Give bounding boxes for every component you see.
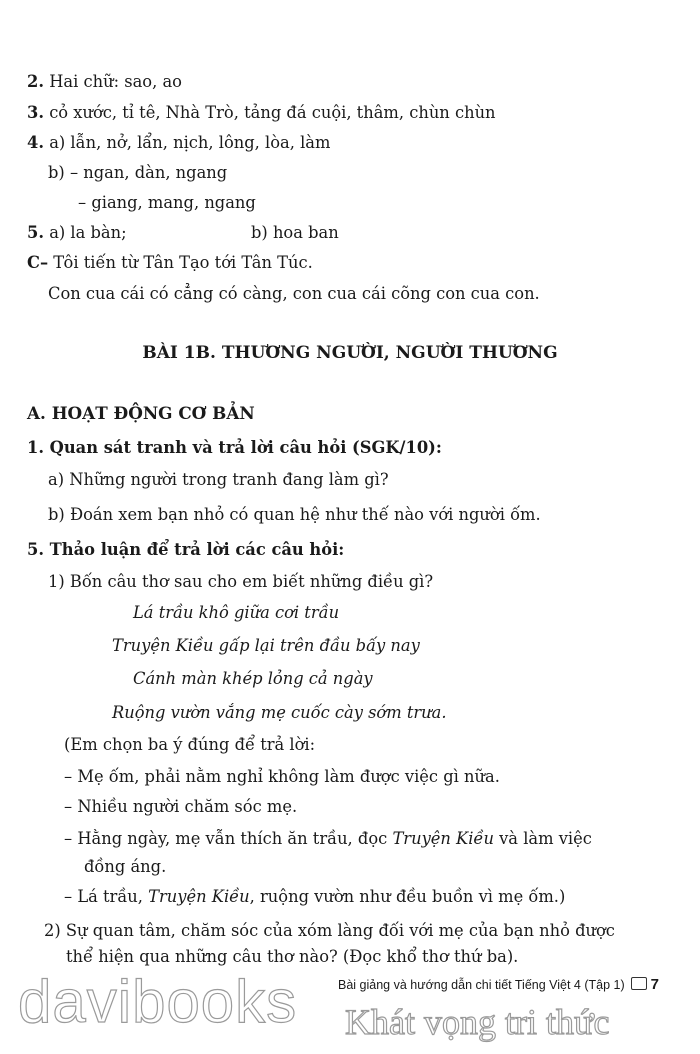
question-5-part2-cont: thể hiện qua những câu thơ nào? (Đọc khổ thơ thứ ba). bbox=[66, 947, 519, 966]
answer-5 bbox=[27, 223, 127, 243]
question-5-title: 5. Thảo luận để trả lời các câu hỏi: bbox=[27, 540, 345, 559]
question-1b: b) Đoán xem bạn nhỏ có quan hệ như thế nào với người ốm. bbox=[48, 505, 541, 524]
option-text: và làm việc bbox=[493, 829, 592, 848]
option-4 bbox=[64, 887, 565, 907]
answer-4a bbox=[27, 133, 330, 153]
page-footer bbox=[338, 976, 659, 994]
footer-text: Bài giảng và hướng dẫn chi tiết Tiếng Việt 4 (Tập 1) bbox=[338, 978, 625, 992]
answer-text: a) la bàn; bbox=[49, 223, 127, 242]
item-number: 5. bbox=[27, 223, 44, 242]
watermark-slogan: Khát vọng tri thức bbox=[345, 1002, 610, 1042]
option-3 bbox=[64, 829, 592, 849]
option-text: – Lá trầu, bbox=[64, 887, 149, 906]
poem-line: Ruộng vườn vắng mẹ cuốc cày sớm trưa. bbox=[112, 703, 447, 722]
answer-4b2: – giang, mang, ngang bbox=[78, 193, 256, 212]
option-2: – Nhiều người chăm sóc mẹ. bbox=[64, 797, 298, 816]
answer-2 bbox=[27, 72, 182, 92]
page-number: 7 bbox=[650, 976, 659, 993]
question-1a: a) Những người trong tranh đang làm gì? bbox=[48, 470, 389, 489]
answer-5b: b) hoa ban bbox=[251, 223, 339, 242]
answer-3 bbox=[27, 103, 496, 123]
question-5-part2: 2) Sự quan tâm, chăm sóc của xóm làng đối với mẹ của bạn nhỏ được bbox=[44, 921, 615, 940]
poem-line: Cánh màn khép lỏng cả ngày bbox=[133, 669, 373, 688]
option-text: , ruộng vườn như đều buồn vì mẹ ốm.) bbox=[249, 887, 566, 906]
lesson-title: BÀI 1B. THƯƠNG NGƯỜI, NGƯỜI THƯƠNG bbox=[142, 343, 558, 363]
question-5-part1: 1) Bốn câu thơ sau cho em biết những điều gì? bbox=[48, 572, 434, 591]
answer-text: Hai chữ: sao, ao bbox=[49, 72, 182, 91]
answer-c2: Con cua cái có cẳng có càng, con cua cái cõng con cua con. bbox=[48, 284, 540, 303]
answer-4b1: b) – ngan, dàn, ngang bbox=[48, 163, 228, 182]
book-title: Truyện Kiều bbox=[392, 829, 494, 848]
option-3-cont: đồng áng. bbox=[84, 857, 167, 876]
poem-line: Truyện Kiều gấp lại trên đầu bấy nay bbox=[112, 636, 420, 655]
answer-text: a) lẫn, nở, lẩn, nịch, lông, lòa, làm bbox=[49, 133, 331, 152]
section-heading: A. HOẠT ĐỘNG CƠ BẢN bbox=[27, 403, 255, 423]
book-icon bbox=[631, 977, 647, 990]
question-1-title: 1. Quan sát tranh và trả lời câu hỏi (SGK/10): bbox=[27, 438, 442, 457]
option-text: – Hằng ngày, mẹ vẫn thích ăn trầu, đọc bbox=[64, 829, 393, 848]
item-label: C– bbox=[27, 253, 49, 272]
answer-text: cỏ xước, tỉ tê, Nhà Trò, tảng đá cuội, thâm, chùn chùn bbox=[49, 103, 496, 122]
item-number: 2. bbox=[27, 72, 44, 91]
item-number: 3. bbox=[27, 103, 44, 122]
watermark-brand: davibooks bbox=[18, 968, 298, 1035]
answer-text: Tôi tiến từ Tân Tạo tới Tân Túc. bbox=[53, 253, 313, 272]
item-number: 4. bbox=[27, 133, 44, 152]
answer-c bbox=[27, 253, 313, 273]
poem-line: Lá trầu khô giữa cơi trầu bbox=[133, 603, 340, 622]
option-1: – Mẹ ốm, phải nằm nghỉ không làm được việc gì nữa. bbox=[64, 767, 500, 786]
book-title: Truyện Kiều bbox=[148, 887, 250, 906]
choose-instruction: (Em chọn ba ý đúng để trả lời: bbox=[64, 735, 316, 754]
